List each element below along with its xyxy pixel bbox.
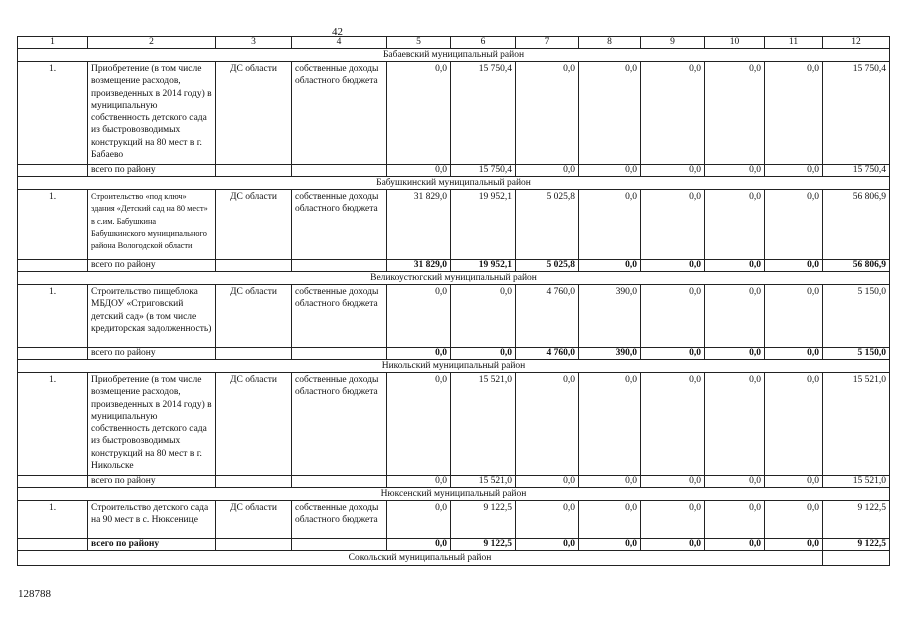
empty-cell — [216, 476, 292, 488]
value-cell: 0,0 — [516, 373, 579, 476]
total-value: 0,0 — [579, 165, 641, 177]
total-row — [18, 165, 890, 177]
value-cell: 0,0 — [387, 501, 451, 539]
total-value: 4 760,0 — [516, 348, 579, 360]
col-number: 8 — [579, 37, 641, 49]
row-number: 1. — [18, 190, 88, 260]
total-value: 0,0 — [641, 348, 705, 360]
total-value: 56 806,9 — [823, 260, 890, 272]
empty-cell — [18, 539, 88, 551]
empty-cell — [18, 476, 88, 488]
total-value: 0,0 — [765, 476, 823, 488]
empty-cell — [18, 348, 88, 360]
row-source: собственные доходы областного бюджета — [292, 501, 387, 539]
table-row — [18, 285, 890, 348]
total-value: 390,0 — [579, 348, 641, 360]
row-executor: ДС области — [216, 62, 292, 165]
row-description: Строительство детского сада на 90 мест в с. Нюксенице — [88, 501, 216, 539]
total-row — [18, 348, 890, 360]
empty-cell — [292, 260, 387, 272]
district-header — [18, 272, 890, 285]
total-value: 0,0 — [705, 539, 765, 551]
col-number: 4 — [292, 37, 387, 49]
total-value: 15 750,4 — [823, 165, 890, 177]
district-name: Бабушкинский муниципальный район — [18, 177, 890, 190]
total-value: 0,0 — [516, 165, 579, 177]
col-number: 9 — [641, 37, 705, 49]
total-value: 0,0 — [765, 260, 823, 272]
table-row — [18, 62, 890, 165]
row-description: Приобретение (в том числе возмещение расходов, произведенных в 2014 году) в муниципальную собственность детского сада из быстровозводимых конструкций на 80 мест в г. Никольске — [88, 373, 216, 476]
empty-cell — [18, 165, 88, 177]
value-cell: 0,0 — [641, 190, 705, 260]
total-value: 5 150,0 — [823, 348, 890, 360]
value-cell: 0,0 — [765, 62, 823, 165]
value-cell: 15 521,0 — [823, 373, 890, 476]
value-cell: 56 806,9 — [823, 190, 890, 260]
district-header — [18, 360, 890, 373]
value-cell: 0,0 — [516, 62, 579, 165]
total-value: 0,0 — [641, 260, 705, 272]
total-value: 9 122,5 — [451, 539, 516, 551]
value-cell: 0,0 — [765, 285, 823, 348]
total-label: всего по району — [88, 539, 216, 551]
total-value: 5 025,8 — [516, 260, 579, 272]
total-value: 0,0 — [765, 539, 823, 551]
total-row — [18, 260, 890, 272]
row-executor: ДС области — [216, 190, 292, 260]
value-cell: 15 750,4 — [823, 62, 890, 165]
value-cell: 5 025,8 — [516, 190, 579, 260]
district-header — [18, 177, 890, 190]
total-value: 0,0 — [705, 260, 765, 272]
value-cell: 0,0 — [641, 501, 705, 539]
value-cell: 0,0 — [765, 373, 823, 476]
row-description: Строительство «под ключ» здания «Детский сад на 80 мест» в с.им. Бабушкина Бабушкинского муниципального района Вологодской области — [88, 190, 216, 260]
empty-cell — [216, 539, 292, 551]
col-number: 1 — [18, 37, 88, 49]
page-number: 42 — [332, 26, 343, 38]
col-number: 10 — [705, 37, 765, 49]
total-value: 0,0 — [387, 476, 451, 488]
row-description: Строительство пищеблока МБДОУ «Стриговский детский сад» (в том числе кредиторская задолженность) — [88, 285, 216, 348]
district-header — [18, 488, 890, 501]
district-name: Бабаевский муниципальный район — [18, 49, 890, 62]
col-number: 11 — [765, 37, 823, 49]
district-name: Никольский муниципальный район — [18, 360, 890, 373]
value-cell: 0,0 — [387, 62, 451, 165]
value-cell: 0,0 — [516, 501, 579, 539]
value-cell: 15 521,0 — [451, 373, 516, 476]
value-cell: 0,0 — [579, 190, 641, 260]
value-cell: 4 760,0 — [516, 285, 579, 348]
district-header — [18, 551, 890, 566]
total-value: 9 122,5 — [823, 539, 890, 551]
total-value: 15 521,0 — [823, 476, 890, 488]
value-cell: 0,0 — [641, 373, 705, 476]
total-value: 0,0 — [641, 476, 705, 488]
value-cell: 0,0 — [705, 190, 765, 260]
value-cell: 19 952,1 — [451, 190, 516, 260]
row-source: собственные доходы областного бюджета — [292, 62, 387, 165]
total-value: 0,0 — [516, 539, 579, 551]
value-cell: 0,0 — [387, 285, 451, 348]
total-value: 0,0 — [641, 539, 705, 551]
empty-cell — [292, 539, 387, 551]
column-number-row — [18, 37, 890, 49]
col-number: 12 — [823, 37, 890, 49]
col-number: 3 — [216, 37, 292, 49]
value-cell: 0,0 — [705, 285, 765, 348]
total-value: 0,0 — [579, 476, 641, 488]
table-row — [18, 501, 890, 539]
row-executor: ДС области — [216, 373, 292, 476]
value-cell: 0,0 — [705, 373, 765, 476]
value-cell: 390,0 — [579, 285, 641, 348]
row-source: собственные доходы областного бюджета — [292, 373, 387, 476]
district-name: Нюксенский муниципальный район — [18, 488, 890, 501]
total-value: 0,0 — [765, 348, 823, 360]
budget-table — [17, 36, 890, 566]
total-value: 15 750,4 — [451, 165, 516, 177]
total-value: 19 952,1 — [451, 260, 516, 272]
value-cell: 0,0 — [579, 373, 641, 476]
total-label: всего по району — [88, 165, 216, 177]
value-cell: 5 150,0 — [823, 285, 890, 348]
col-number: 5 — [387, 37, 451, 49]
row-number: 1. — [18, 285, 88, 348]
value-cell: 0,0 — [641, 62, 705, 165]
value-cell: 0,0 — [765, 501, 823, 539]
total-value: 0,0 — [705, 476, 765, 488]
total-value: 0,0 — [641, 165, 705, 177]
value-cell: 9 122,5 — [823, 501, 890, 539]
empty-cell — [292, 165, 387, 177]
total-value: 0,0 — [387, 539, 451, 551]
total-value: 0,0 — [705, 165, 765, 177]
value-cell: 0,0 — [579, 62, 641, 165]
total-value: 0,0 — [579, 260, 641, 272]
value-cell: 0,0 — [765, 190, 823, 260]
empty-cell — [292, 348, 387, 360]
row-number: 1. — [18, 373, 88, 476]
total-value: 0,0 — [451, 348, 516, 360]
total-row — [18, 476, 890, 488]
total-label: всего по району — [88, 476, 216, 488]
row-source: собственные доходы областного бюджета — [292, 190, 387, 260]
total-value: 0,0 — [387, 165, 451, 177]
total-row — [18, 539, 890, 551]
row-description: Приобретение (в том числе возмещение расходов, произведенных в 2014 году) в муниципальную собственность детского сада из быстровозводимых конструкций на 80 мест в г. Бабаево — [88, 62, 216, 165]
district-name: Сокольский муниципальный район — [18, 551, 823, 566]
value-cell: 0,0 — [579, 501, 641, 539]
table-row — [18, 190, 890, 260]
col-number: 7 — [516, 37, 579, 49]
value-cell: 9 122,5 — [451, 501, 516, 539]
total-label: всего по району — [88, 348, 216, 360]
total-value: 0,0 — [705, 348, 765, 360]
col-number: 6 — [451, 37, 516, 49]
row-source: собственные доходы областного бюджета — [292, 285, 387, 348]
total-value: 0,0 — [579, 539, 641, 551]
table-row — [18, 373, 890, 476]
value-cell: 0,0 — [705, 62, 765, 165]
row-executor: ДС области — [216, 501, 292, 539]
row-number: 1. — [18, 62, 88, 165]
row-number: 1. — [18, 501, 88, 539]
total-value: 31 829,0 — [387, 260, 451, 272]
value-cell: 0,0 — [705, 501, 765, 539]
value-cell: 0,0 — [451, 285, 516, 348]
value-cell: 31 829,0 — [387, 190, 451, 260]
empty-cell — [216, 348, 292, 360]
total-value: 0,0 — [765, 165, 823, 177]
value-cell: 0,0 — [641, 285, 705, 348]
row-executor: ДС области — [216, 285, 292, 348]
total-value: 0,0 — [387, 348, 451, 360]
empty-cell — [216, 260, 292, 272]
value-cell: 0,0 — [387, 373, 451, 476]
total-value: 0,0 — [516, 476, 579, 488]
district-header — [18, 49, 890, 62]
empty-cell — [216, 165, 292, 177]
col-number: 2 — [88, 37, 216, 49]
value-cell: 15 750,4 — [451, 62, 516, 165]
empty-cell — [823, 551, 890, 566]
empty-cell — [18, 260, 88, 272]
empty-cell — [292, 476, 387, 488]
total-value: 15 521,0 — [451, 476, 516, 488]
footer-code: 128788 — [18, 588, 51, 600]
district-name: Великоустюгский муниципальный район — [18, 272, 890, 285]
total-label: всего по району — [88, 260, 216, 272]
